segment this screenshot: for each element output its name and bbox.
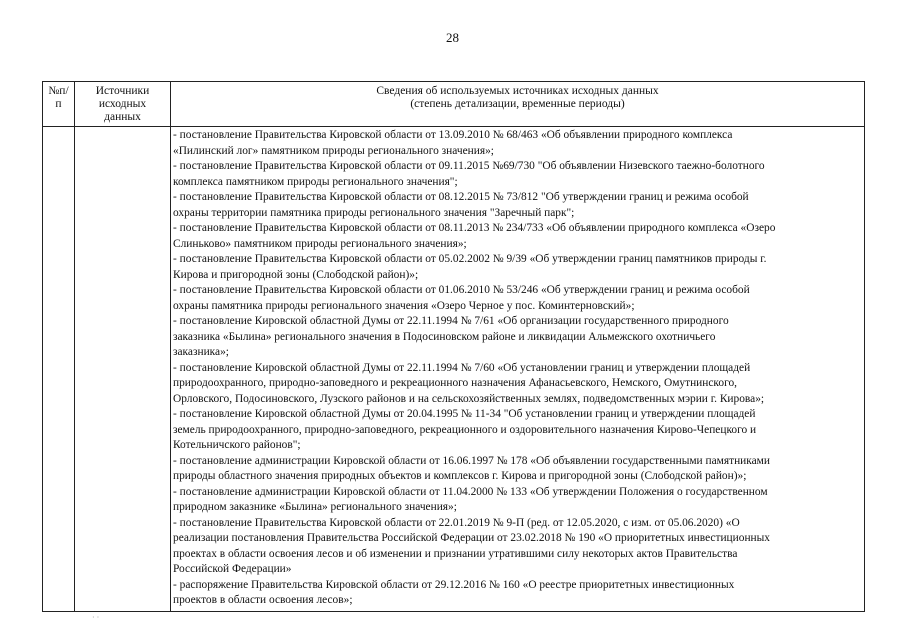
header-details-line: (степень детализации, временные периоды)	[410, 98, 625, 110]
detail-line: Орловского, Подосиновского, Лузского районов и на сельскохозяйственных землях, подведомственных мэрии г. Кирова»;	[173, 392, 765, 405]
table-row	[43, 127, 865, 612]
detail-line: земель природоохранного, природно-заповедного, рекреационного и оздоровительного назначения Кирово-Чепецкого и	[173, 423, 757, 436]
detail-line: комплекса памятником природы регионального значения";	[173, 175, 458, 188]
detail-line: - постановление Правительства Кировской области от 08.11.2013 № 234/733 «Об объявлении природного комплекса «Озеро	[173, 222, 776, 234]
detail-line: природы областного значения природных объектов и комплексов г. Кирова и пригородной зоны (Слободской район)»;	[173, 470, 747, 482]
detail-line: охраны территории памятника природы регионального значения "Заречный парк";	[173, 206, 575, 219]
header-sources-line: Источники	[95, 85, 150, 97]
header-details-line: Сведения об используемых источниках исходных данных	[376, 85, 659, 97]
detail-line: «Пилинский лог» памятником природы регионального значения»;	[173, 144, 494, 157]
detail-line: - постановление Правительства Кировской области от 05.02.2002 № 9/39 «Об утверждении границ памятников природы г.	[173, 253, 767, 265]
detail-line: Российской Федерации»	[173, 563, 292, 575]
detail-line: - постановление Правительства Кировской области от 08.12.2015 № 73/812 "Об утверждении границ и режима особой	[173, 191, 749, 203]
detail-line: проектах в области освоения лесов и об изменении и признании утратившими силу некоторых актов Правительства	[173, 547, 738, 560]
row-number-cell	[43, 127, 75, 612]
detail-line: реализации постановления Правительства Российской Федерации от 23.02.2018 № 190 «О приоритетных инвестиционных	[173, 532, 770, 544]
detail-line: охраны памятника природы регионального значения «Озеро Черное у пос. Коминтерновский»;	[173, 299, 635, 312]
page-number: 28	[446, 30, 459, 45]
detail-line: заказника»;	[173, 346, 229, 358]
detail-line: - постановление Кировской областной Думы от 22.11.1994 № 7/61 «Об организации государственного природного	[173, 315, 729, 327]
header-number	[43, 82, 75, 127]
header-number-line: №п/	[48, 85, 69, 97]
detail-line: - постановление Правительства Кировской области от 01.06.2010 № 53/246 «Об утверждении границ и режима особой	[173, 284, 750, 296]
detail-line: - распоряжение Правительства Кировской области от 29.12.2016 № 160 «О реестре приоритетных инвестиционных	[173, 578, 735, 591]
detail-line: - постановление администрации Кировской области от 16.06.1997 № 178 «Об объявлении государственными памятниками	[173, 454, 770, 467]
details-lines	[173, 128, 860, 609]
row-source-cell	[75, 127, 171, 612]
detail-line: - постановление Кировской областной Думы от 20.04.1995 № 11-34 "Об установлении границ и утверждении площадей	[173, 408, 756, 420]
header-sources-line: данных	[104, 111, 141, 123]
row-details-cell	[171, 127, 865, 612]
detail-line: - постановление Кировской областной Думы от 22.11.1994 № 7/60 «Об установлении границ и утверждении площадей	[173, 361, 751, 374]
table-header-row	[43, 82, 865, 127]
detail-line: - постановление Правительства Кировской области от 09.11.2015 №69/730 "Об объявлении Низевского таежно-болотного	[173, 160, 765, 172]
detail-line: природном заказнике «Былина» регионального значения»;	[173, 501, 457, 513]
detail-line: - постановление Правительства Кировской области от 13.09.2010 № 68/463 «Об объявлении природного комплекса	[173, 129, 733, 141]
detail-line: проектов в области освоения лесов»;	[173, 594, 353, 606]
detail-line: природоохранного, природно-заповедного и рекреационного назначения Афанасьевского, Немского, Омутнинского,	[173, 377, 737, 389]
detail-line: Кирова и пригородной зоны (Слободской район)»;	[173, 268, 419, 281]
scan-mark: · ·	[92, 613, 100, 622]
header-sources-line: исходных	[98, 98, 147, 110]
detail-line: Слиньково» памятником природы регионального значения»;	[173, 237, 467, 250]
sources-table	[42, 81, 865, 612]
header-sources	[75, 82, 171, 127]
detail-line: - постановление администрации Кировской области от 11.04.2000 № 133 «Об утверждении Положения о государственном	[173, 485, 768, 498]
detail-line: заказника «Былина» регионального значения в Подосиновском районе и ликвидации Альмежского охотничьего	[173, 330, 716, 343]
header-number-line: п	[55, 98, 62, 110]
detail-line: - постановление Правительства Кировской области от 22.01.2019 № 9-П (ред. от 12.05.2020, с изм. от 05.06.2020) «О	[173, 516, 740, 529]
header-details	[171, 82, 865, 127]
detail-line: Котельничского районов";	[173, 439, 301, 451]
